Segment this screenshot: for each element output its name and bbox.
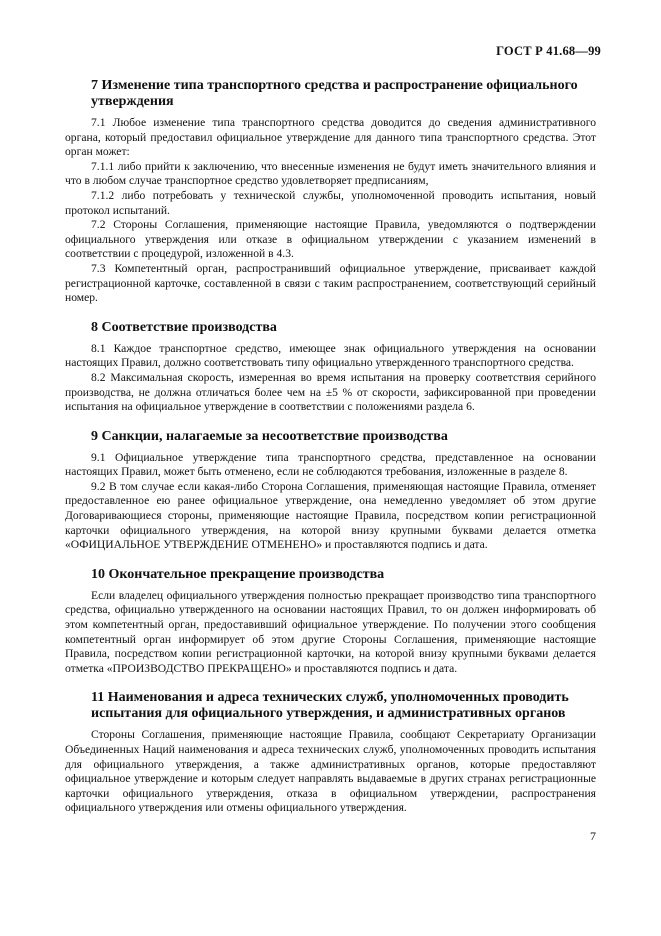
page-content <box>65 78 596 830</box>
section-title: 10 Окончательное прекращение производства <box>91 566 385 582</box>
paragraph: 7.1 Любое изменение типа транспортного средства доводится до сведения административного органа, который предоставил официальное утверждение для данного типа транспортного средства. Этот орган может: <box>65 116 596 159</box>
section-title: 7 Изменение типа транспортного средства и распространение официального утверждения <box>91 78 578 109</box>
paragraph: 8.1 Каждое транспортное средство, имеющее знак официального утверждения на основании настоящих Правил, должно соответствовать типу официально утвержденного транспортного средства. <box>65 341 596 370</box>
section-8 <box>65 320 596 415</box>
document-code: ГОСТ Р 41.68—99 <box>496 44 601 58</box>
paragraph: Стороны Соглашения, применяющие настоящие Правила, сообщают Секретариату Организации Объединенных Наций наименования и адреса технических служб, уполномоченных проводить испытания для официального утверждения, а также административных органов, которые предоставляют официальное утверждение и которым следует направлять выдаваемые в других странах регистрационные карточки официального утверждения, отказа в официальном утверждении, распространения официального утверждения или отмены официального утверждения. <box>65 728 596 815</box>
section-title: 8 Соответствие производства <box>91 319 277 335</box>
paragraph: Если владелец официального утверждения полностью прекращает производство типа транспортного средства, официально утвержденного на основании настоящих Правил, то он должен информировать об этом компетентный орган, предоставивший официальное утверждение. По получении этого сообщения компетентный орган информирует об этом другие Стороны Соглашения, применяющие настоящие Правила, посредством копии регистрационной карточки, на которой внизу крупными буквами делается отметка «ПРОИЗВОДСТВО ПРЕКРАЩЕНО» и проставляются подпись и дата. <box>65 588 596 675</box>
paragraph: 7.1.2 либо потребовать у технической службы, уполномоченной проводить испытания, новый протокол испытаний. <box>65 188 596 217</box>
section-title: 9 Санкции, налагаемые за несоответствие производства <box>91 428 448 444</box>
section-9 <box>65 429 596 553</box>
paragraph: 8.2 Максимальная скорость, измеренная во время испытания на проверку соответствия серийного производства, не должна отличаться более чем на ±5 % от скорости, зафиксированной при проведении испытания на официальное утверждение в соответствии с положениями раздела 6. <box>65 370 596 414</box>
paragraph: 7.2 Стороны Соглашения, применяющие настоящие Правила, уведомляются о подтверждении официального утверждения или отказе в официальном утверждении с указанием изменений в соответствии с процедурой, изложенной в 4.3. <box>65 218 596 261</box>
paragraph: 7.1.1 либо прийти к заключению, что внесенные изменения не будут иметь значительного влияния и что в любом случае транспортное средство удовлетворяет предписаниям, <box>65 159 596 188</box>
paragraph: 9.1 Официальное утверждение типа транспортного средства, представленное на основании настоящих Правил, может быть отменено, если не соблюдаются требования, изложенные в разделе 8. <box>65 450 596 479</box>
section-7 <box>65 78 596 306</box>
paragraph: 7.3 Компетентный орган, распространивший официальное утверждение, присваивает каждой регистрационной карточке, составленной в связи с таким распространением, соответствующий серийный номер. <box>65 261 596 305</box>
section-title: 11 Наименования и адреса технических служб, уполномоченных проводить испытания для официального утверждения, и административных органов <box>91 690 569 722</box>
page-number: 7 <box>590 829 596 843</box>
section-10 <box>65 567 596 677</box>
section-11 <box>65 690 596 816</box>
paragraph: 9.2 В том случае если какая-либо Сторона Соглашения, применяющая настоящие Правила, отменяет предоставленное ею ранее официальное утверждение, она немедленно уведомляет об этом другие Договаривающиеся стороны, применяющие настоящие Правила, посредством копии регистрационной карточки официального утверждения, на которой внизу крупными буквами делается отметка «ОФИЦИАЛЬНОЕ УТВЕРЖДЕНИЕ ОТМЕНЕНО» и проставляются подпись и дата. <box>65 479 596 552</box>
